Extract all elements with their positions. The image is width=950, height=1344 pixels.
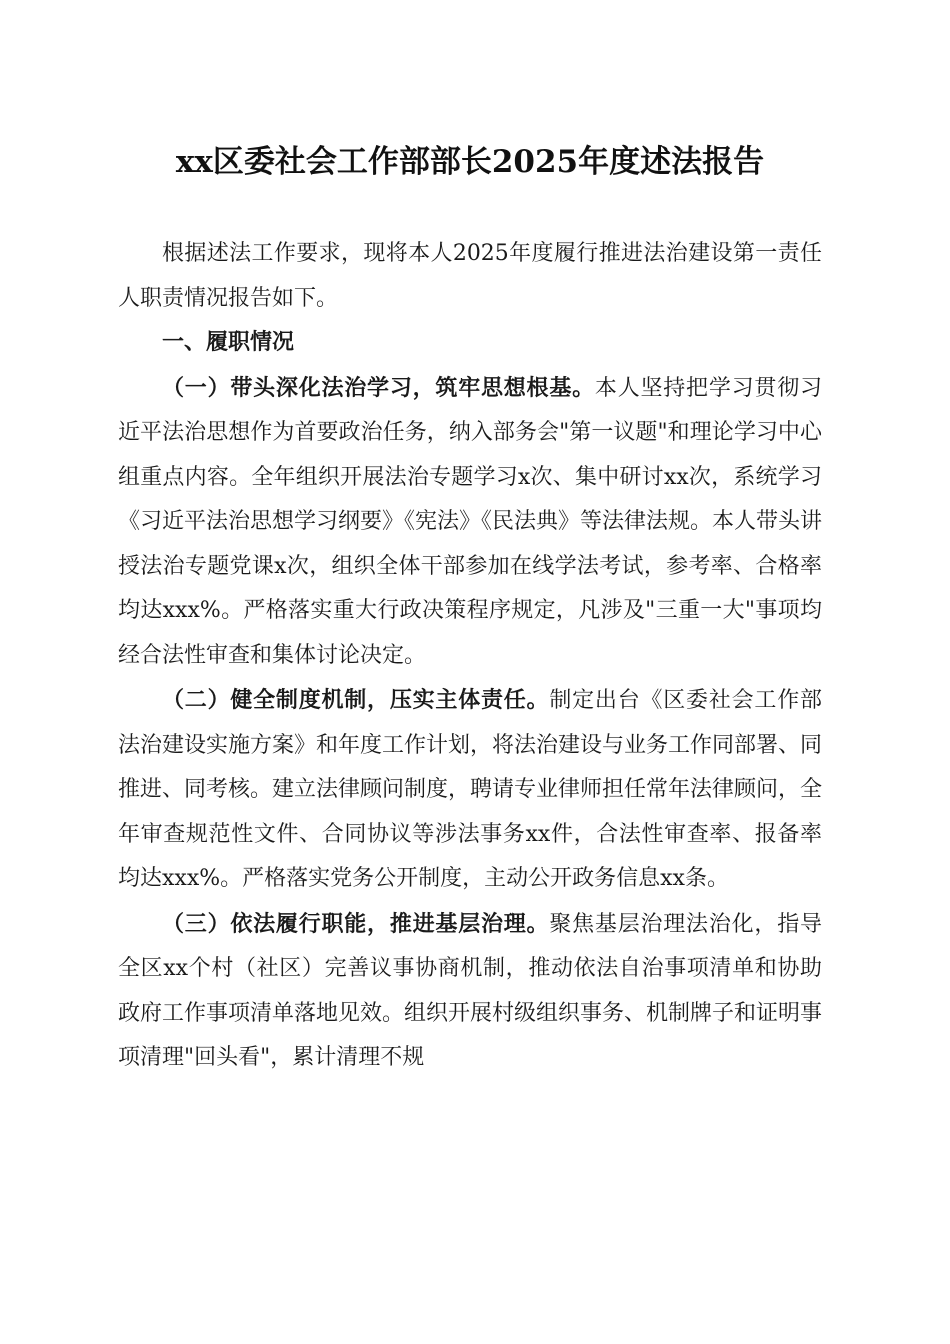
document-body — [118, 232, 822, 1081]
item-lead-2: （二）健全制度机制，压实主体责任。 — [162, 687, 550, 713]
item-lead-1: （一）带头深化法治学习，筑牢思想根基。 — [162, 374, 595, 401]
item-paragraph-3 — [118, 902, 822, 1081]
item-paragraph-1 — [118, 366, 822, 679]
item-lead-3: （三）依法履行职能，推进基层治理。 — [162, 910, 550, 937]
item-body-1: 本人坚持把学习贯彻习近平法治思想作为首要政治任务，纳入部务会"第一议题"和理论学习中心组重点内容。全年组织开展法治专题学习x次、集中研讨xx次，系统学习《习近平法治思想学习纲要》《宪法》《民法典》等法律法规。本人带头讲授法治专题党课x次，组织全体干部参加在线学法考试，参考率、合格率均达xxx%。严格落实重大行政决策程序规定，凡涉及"三重一大"事项均经合法性审查和集体讨论决定。 — [118, 375, 823, 668]
item-body-3: 聚焦基层治理法治化，指导全区xx个村（社区）完善议事协商机制，推动依法自治事项清单和协助政府工作事项清单落地见效。组织开展村级组织事务、机制牌子和证明事项清理"回头看"，累计清理不规 — [118, 911, 823, 1070]
section-heading: 一、履职情况 — [162, 330, 295, 355]
document-page — [118, 138, 822, 1081]
intro-paragraph: 根据述法工作要求，现将本人2025年度履行推进法治建设第一责任人职责情况报告如下。 — [118, 241, 822, 311]
item-body-2: 制定出台《区委社会工作部法治建设实施方案》和年度工作计划，将法治建设与业务工作同部署、同推进、同考核。建立法律顾问制度，聘请专业律师担任常年法律顾问，全年审查规范性文件、合同协议等涉法事务xx件，合法性审查率、报备率均达xxx%。严格落实党务公开制度，主动公开政务信息xx条。 — [118, 688, 823, 891]
document-title: xx区委社会工作部部长2025年度述法报告 — [175, 144, 765, 180]
item-paragraph-2 — [118, 678, 822, 902]
